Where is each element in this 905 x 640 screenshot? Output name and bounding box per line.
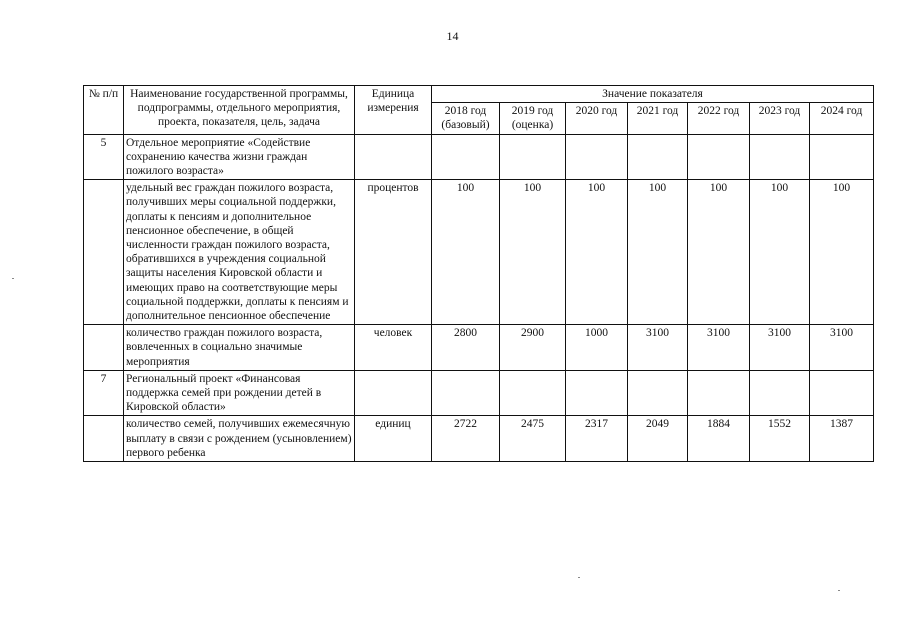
header-year: 2018 год (базовый) [432, 103, 500, 134]
value-cell: 100 [750, 180, 810, 325]
value-cell [566, 370, 628, 416]
table-row [84, 416, 874, 462]
value-cell: 100 [500, 180, 566, 325]
value-cell: 2900 [500, 325, 566, 371]
value-cell [688, 134, 750, 180]
value-cell [500, 134, 566, 180]
value-cell [628, 370, 688, 416]
value-cell [500, 370, 566, 416]
row-num: 7 [84, 370, 124, 416]
value-cell [566, 134, 628, 180]
header-num: № п/п [84, 86, 124, 135]
value-cell: 2317 [566, 416, 628, 462]
value-cell [432, 370, 500, 416]
row-unit [355, 134, 432, 180]
value-cell: 100 [688, 180, 750, 325]
row-unit: процентов [355, 180, 432, 325]
header-name: Наименование государственной программы, подпрограммы, отдельного мероприятия, проекта, показателя, цель, задача [124, 86, 355, 135]
table-row [84, 325, 874, 371]
value-cell: 2475 [500, 416, 566, 462]
header-year: 2022 год [688, 103, 750, 134]
table-row [84, 134, 874, 180]
header-year: 2019 год (оценка) [500, 103, 566, 134]
header-year: 2023 год [750, 103, 810, 134]
value-cell: 1000 [566, 325, 628, 371]
row-name: количество семей, получивших ежемесячную выплату в связи с рождением (усыновлением) первого ребенка [124, 416, 355, 462]
row-num: 5 [84, 134, 124, 180]
value-cell [750, 370, 810, 416]
value-cell [810, 370, 874, 416]
value-cell: 1552 [750, 416, 810, 462]
row-num [84, 180, 124, 325]
value-cell [750, 134, 810, 180]
row-name: удельный вес граждан пожилого возраста, получивших меры социальной поддержки, доплаты к пенсиям и дополнительное пенсионное обеспечение, в общей численности граждан пожилого возраста, обратившихся в учреждения социальной защиты населения Кировской области и имеющих право на соответствующие меры социальной поддержки, доплаты к пенсиям и дополнительное пенсионное обеспечение [124, 180, 355, 325]
scan-speck [12, 278, 14, 279]
value-cell: 3100 [810, 325, 874, 371]
value-cell [810, 134, 874, 180]
value-cell: 100 [566, 180, 628, 325]
table-row [84, 370, 874, 416]
header-values-group: Значение показателя [432, 86, 874, 103]
value-cell: 1884 [688, 416, 750, 462]
value-cell: 3100 [750, 325, 810, 371]
row-unit: единиц [355, 416, 432, 462]
value-cell: 2049 [628, 416, 688, 462]
row-num [84, 416, 124, 462]
indicators-table [83, 85, 874, 462]
header-year: 2024 год [810, 103, 874, 134]
value-cell: 100 [810, 180, 874, 325]
value-cell: 1387 [810, 416, 874, 462]
value-cell: 3100 [628, 325, 688, 371]
scan-speck [578, 577, 580, 578]
value-cell: 100 [432, 180, 500, 325]
value-cell [432, 134, 500, 180]
row-name: Отдельное мероприятие «Содействие сохранению качества жизни граждан пожилого возраста» [124, 134, 355, 180]
table-row [84, 180, 874, 325]
row-name: Региональный проект «Финансовая поддержка семей при рождении детей в Кировской области» [124, 370, 355, 416]
header-year: 2020 год [566, 103, 628, 134]
page-number: 14 [446, 29, 459, 43]
row-name: количество граждан пожилого возраста, вовлеченных в социально значимые мероприятия [124, 325, 355, 371]
value-cell: 100 [628, 180, 688, 325]
scan-speck [838, 590, 840, 591]
value-cell: 2800 [432, 325, 500, 371]
value-cell [628, 134, 688, 180]
header-row-1 [84, 86, 874, 103]
row-unit [355, 370, 432, 416]
header-year: 2021 год [628, 103, 688, 134]
header-unit: Единица измерения [355, 86, 432, 135]
value-cell: 2722 [432, 416, 500, 462]
row-num [84, 325, 124, 371]
row-unit: человек [355, 325, 432, 371]
value-cell [688, 370, 750, 416]
value-cell: 3100 [688, 325, 750, 371]
